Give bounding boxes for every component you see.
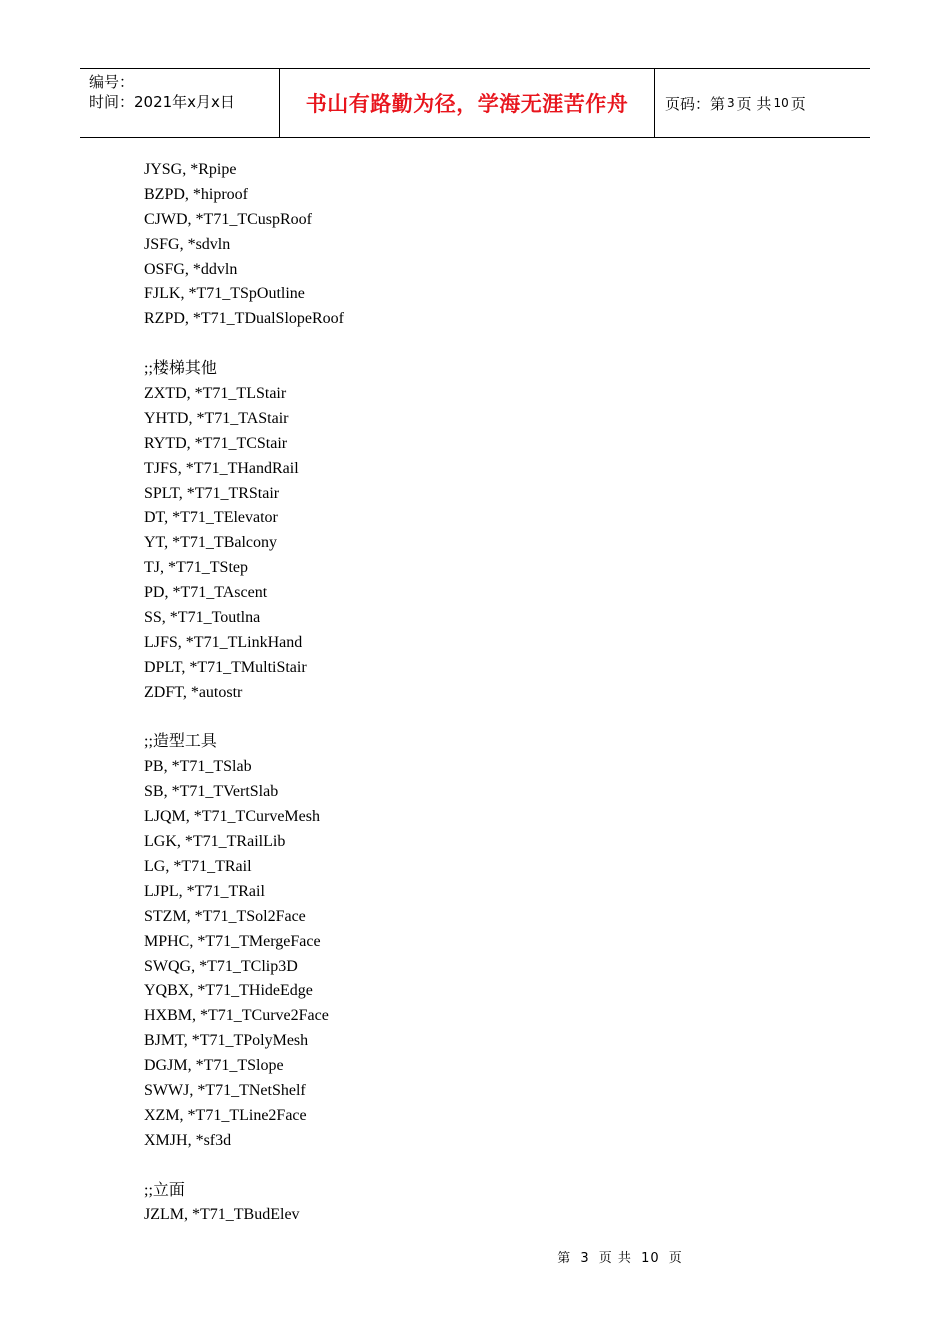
command-line: BJMT, *T71_TPolyMesh	[144, 1032, 309, 1050]
footer-suffix: 页	[668, 1251, 683, 1266]
command-line: XZM, *T71_TLine2Face	[144, 1106, 307, 1124]
command-line: LGK, *T71_TRailLib	[144, 833, 286, 851]
document-number-label: 编号：	[89, 73, 135, 91]
command-line: YHTD, *T71_TAStair	[144, 409, 289, 427]
command-line: SWWJ, *T71_TNetShelf	[144, 1081, 306, 1099]
command-line: BZPD, *hiproof	[144, 185, 248, 203]
command-line: JYSG, *Rpipe	[144, 161, 237, 178]
command-line: JSFG, *sdvln	[144, 235, 231, 253]
header-meta	[80, 69, 280, 137]
blank-line	[144, 332, 844, 357]
header-page-indicator	[655, 69, 870, 137]
section-comment: ;;立面	[144, 1181, 185, 1199]
command-line: LJFS, *T71_TLinkHand	[144, 633, 303, 651]
blank-line	[144, 1154, 844, 1179]
command-line: DT, *T71_TElevator	[144, 509, 278, 527]
command-line: FJLK, *T71_TSpOutline	[144, 285, 305, 303]
footer-total-pages: 10	[641, 1251, 660, 1266]
command-line: SPLT, *T71_TRStair	[144, 484, 280, 502]
command-line: DGJM, *T71_TSlope	[144, 1057, 284, 1075]
footer-mid: 页 共	[598, 1251, 632, 1266]
command-line: ZXTD, *T71_TLStair	[144, 385, 287, 403]
command-line: SS, *T71_Toutlna	[144, 609, 261, 627]
header-page-suffix: 页	[790, 94, 806, 113]
command-line: HXBM, *T71_TCurve2Face	[144, 1007, 329, 1025]
command-line: PB, *T71_TSlab	[144, 758, 252, 776]
command-line: RZPD, *T71_TDualSlopeRoof	[144, 310, 344, 328]
footer-current-page: 3	[580, 1251, 590, 1266]
document-body	[144, 158, 844, 1228]
command-line: SB, *T71_TVertSlab	[144, 783, 279, 801]
command-line: DPLT, *T71_TMultiStair	[144, 658, 307, 676]
command-line: CJWD, *T71_TCuspRoof	[144, 210, 312, 228]
header-page-mid: 页 共	[736, 94, 772, 113]
command-line: LG, *T71_TRail	[144, 857, 252, 875]
page-header	[80, 68, 870, 138]
command-line: LJPL, *T71_TRail	[144, 882, 265, 900]
command-line: SWQG, *T71_TClip3D	[144, 957, 298, 975]
document-time-label: 时间：2021年x月x日	[89, 93, 235, 111]
command-line: TJFS, *T71_THandRail	[144, 459, 299, 477]
command-line: STZM, *T71_TSol2Face	[144, 907, 306, 925]
page-footer	[0, 1247, 950, 1266]
blank-line	[144, 706, 844, 731]
command-line: RYTD, *T71_TCStair	[144, 434, 288, 452]
command-line: YT, *T71_TBalcony	[144, 534, 278, 552]
command-line: ZDFT, *autostr	[144, 683, 243, 701]
section-comment: ;;造型工具	[144, 733, 217, 751]
command-line: PD, *T71_TAscent	[144, 584, 268, 602]
command-line: LJQM, *T71_TCurveMesh	[144, 808, 320, 826]
footer-prefix: 第	[557, 1251, 572, 1266]
header-motto: 书山有路勤为径，学海无涯苦作舟	[280, 69, 655, 137]
command-line: MPHC, *T71_TMergeFace	[144, 932, 321, 950]
header-page-prefix: 页码：第	[665, 94, 726, 113]
command-line: XMJH, *sf3d	[144, 1131, 232, 1149]
header-page-current: 3	[727, 96, 735, 110]
command-line: YQBX, *T71_THideEdge	[144, 982, 313, 1000]
command-line: OSFG, *ddvln	[144, 260, 238, 278]
header-page-total: 10	[773, 96, 789, 110]
section-comment: ;;楼梯其他	[144, 360, 217, 378]
command-line: TJ, *T71_TStep	[144, 559, 248, 577]
command-line: JZLM, *T71_TBudElev	[144, 1206, 300, 1224]
